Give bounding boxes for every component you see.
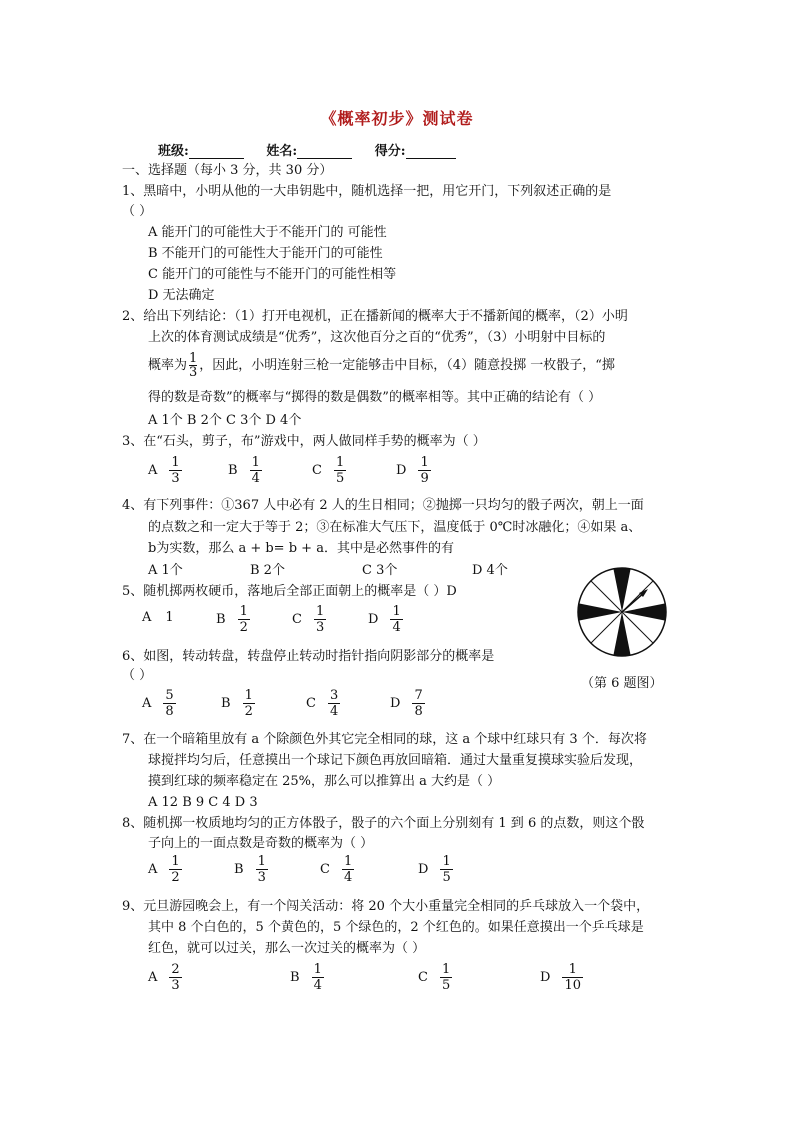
q1-option-d: D 无法确定	[148, 288, 215, 303]
q9-option-a-letter: A	[148, 970, 158, 985]
q9-option-b-letter: B	[290, 970, 300, 985]
q3-text-line1: 3、在“石头，剪子，布”游戏中，两人做同样手势的概率为（ ）	[122, 434, 486, 449]
q4-option-a: A 1个	[148, 563, 183, 578]
q6-option-a-den: 8	[165, 704, 174, 719]
q9-option-a-num: 2	[171, 962, 180, 977]
q3-option-b-letter: B	[228, 463, 238, 478]
q8-option-b-num: 1	[257, 854, 266, 869]
q3-option-c-den: 5	[335, 471, 345, 486]
q3-option-b-num: 1	[251, 455, 260, 470]
q6-option-c-den: 4	[329, 704, 339, 719]
q5-option-c-den: 3	[315, 620, 325, 635]
name-label: 姓名:	[266, 144, 298, 159]
q7-text-line3: 摸到红球的频率稳定在 25%，那么可以推算出 a 大约是（ ）	[148, 774, 501, 789]
q9-option-b-num: 1	[313, 962, 322, 977]
score-blank[interactable]	[406, 146, 456, 159]
q8-option-c-den: 4	[343, 870, 353, 885]
name-blank[interactable]	[297, 146, 352, 159]
q3-option-b-den: 4	[251, 471, 260, 486]
q2-fraction-numerator: 1	[189, 351, 198, 366]
q4-option-b: B 2个	[250, 563, 285, 578]
q7-text-line2: 球搅拌均匀后，任意摸出一个球记下颜色再放回暗箱．通过大量重复摸球实验后发现，	[148, 753, 643, 768]
q3-option-c-num: 1	[335, 455, 345, 470]
q1-option-c: C 能开门的可能性与不能开门的可能性相等	[148, 267, 397, 282]
q1-text-line2: （ ）	[122, 204, 153, 219]
q4-text-line1: 4、有下列事件：①367 人中必有 2 人的生日相同；②抛掷一只均匀的骰子两次，朝上一面	[122, 498, 644, 513]
q8-option-b-den: 3	[257, 870, 266, 885]
q8-option-a-num: 1	[171, 854, 180, 869]
q2-fraction-denominator: 3	[189, 365, 198, 380]
q3-option-d-num: 1	[420, 455, 429, 470]
q3-option-d-letter: D	[396, 463, 407, 478]
q2-text-line3	[148, 352, 615, 379]
q3-option-c-letter: C	[312, 463, 322, 478]
section-heading: 一、选择题（每小 3 分，共 30 分）	[122, 163, 333, 178]
q7-text-line1: 7、在一个暗箱里放有 a 个除颜色外其它完全相同的球，这 a 个球中红球只有 3 个．每次将	[122, 732, 647, 747]
score-label: 得分:	[374, 144, 406, 159]
spinner-figure	[575, 565, 669, 659]
q7-options: A 12 B 9 C 4 D 3	[148, 795, 258, 810]
q9-option-d-den: 10	[564, 978, 581, 993]
q5-option-b-num: 1	[239, 604, 248, 619]
q2-text-line4: 得的数是奇数”的概率与“掷得的数是偶数”的概率相等。其中正确的结论有（ ）	[148, 390, 602, 405]
q5-option-a-letter: A	[142, 610, 152, 625]
q6-options	[142, 688, 462, 724]
q9-option-d-num: 1	[568, 962, 577, 977]
q9-text-line1: 9、元旦游园晚会上，有一个闯关活动：将 20 个大小重量完全相同的乒乓球放入一个袋中，	[122, 899, 650, 914]
q8-text-line1: 8、随机掷一枚质地均匀的正方体骰子，骰子的六个面上分别刻有 1 到 6 的点数，则这个骰	[122, 816, 645, 831]
q4-option-c: C 3个	[362, 563, 398, 578]
q3-option-a-den: 3	[171, 471, 180, 486]
q2-options: A 1个 B 2个 C 3个 D 4个	[148, 413, 302, 428]
q2-line3-end: ，因此，小明连射三枪一定能够击中目标，（4）随意投掷 一枚骰子，“掷	[199, 357, 615, 373]
q8-option-a-letter: A	[148, 862, 158, 877]
q6-option-b-letter: B	[221, 696, 231, 711]
class-blank[interactable]	[189, 146, 244, 159]
q5-option-d-num: 1	[392, 604, 401, 619]
q9-options	[148, 962, 588, 998]
class-label: 班级:	[158, 144, 189, 159]
q8-text-line2: 子向上的一面点数是奇数的概率为（ ）	[148, 836, 374, 851]
q9-option-a-den: 3	[171, 978, 180, 993]
q4-text-line3: b为实数，那么 a + b= b + a．其中是必然事件的有	[148, 541, 454, 556]
q5-option-b-den: 2	[239, 620, 248, 635]
q9-option-c-den: 5	[441, 978, 451, 993]
q2-fraction	[189, 352, 197, 379]
q8-option-a-den: 2	[171, 870, 180, 885]
q5-option-c-num: 1	[315, 604, 325, 619]
q8-option-b-letter: B	[234, 862, 244, 877]
page-title: 《概率初步》测试卷	[320, 109, 474, 128]
q2-line3-start: 概率为	[148, 357, 188, 373]
q4-option-d: D 4个	[472, 563, 508, 578]
q3-options	[148, 455, 608, 491]
q1-option-b: B 不能开门的可能性大于能开门的可能性	[148, 246, 383, 261]
q1-text-line1: 1、黑暗中，小明从他的一大串钥匙中，随机选择一把，用它开门，下列叙述正确的是	[122, 184, 612, 199]
q3-option-d-den: 9	[420, 471, 429, 486]
q5-option-d-letter: D	[368, 612, 379, 627]
figure-caption: （第 6 题图）	[581, 676, 663, 691]
q6-option-c-letter: C	[306, 696, 316, 711]
q6-option-b-den: 2	[244, 704, 253, 719]
q9-option-c-num: 1	[441, 962, 451, 977]
q9-option-d-letter: D	[540, 970, 551, 985]
q6-option-b-num: 1	[244, 688, 253, 703]
q6-option-d-letter: D	[390, 696, 401, 711]
q2-text-line1: 2、给出下列结论：（1）打开电视机，正在播新闻的概率大于不播新闻的概率，（2）小明	[122, 309, 628, 324]
q8-options	[148, 854, 468, 890]
q6-option-d-num: 7	[414, 688, 423, 703]
q1-option-a: A 能开门的可能性大于不能开门的 可能性	[148, 225, 387, 240]
q8-option-c-num: 1	[343, 854, 353, 869]
q6-option-a-num: 5	[165, 688, 174, 703]
q5-options	[142, 604, 442, 640]
q2-text-line2: 上次的体育测试成绩是“优秀”，这次他百分之百的“优秀”，（3）小明射中目标的	[148, 330, 606, 345]
q9-text-line2: 其中 8 个白色的，5 个黄色的，5 个绿色的，2 个红色的。如果任意摸出一个乒乓球是	[148, 920, 644, 935]
q5-text-line1: 5、随机掷两枚硬币，落地后全部正面朝上的概率是（ ）D	[122, 584, 457, 599]
q6-text-line1: 6、如图，转动转盘，转盘停止转动时指针指向阴影部分的概率是	[122, 649, 495, 664]
q5-option-b-letter: B	[216, 612, 226, 627]
student-info-row	[158, 140, 474, 159]
q3-option-a-letter: A	[148, 463, 158, 478]
q5-option-a-value: 1	[165, 610, 174, 625]
q6-option-c-num: 3	[329, 688, 339, 703]
q5-option-c-letter: C	[292, 612, 302, 627]
q9-option-b-den: 4	[313, 978, 322, 993]
q6-option-d-den: 8	[414, 704, 423, 719]
q6-option-a-letter: A	[142, 696, 152, 711]
q3-option-a-num: 1	[171, 455, 180, 470]
q9-option-c-letter: C	[418, 970, 428, 985]
q8-option-d-letter: D	[418, 862, 429, 877]
q8-option-c-letter: C	[320, 862, 330, 877]
q8-option-d-num: 1	[442, 854, 451, 869]
q9-text-line3: 红色，就可以过关，那么一次过关的概率为（ ）	[148, 941, 426, 956]
q8-option-d-den: 5	[442, 870, 451, 885]
q5-option-d-den: 4	[392, 620, 401, 635]
q6-text-line2: （ ）	[122, 668, 153, 683]
q4-text-line2: 的点数之和一定大于等于 2；③在标准大气压下，温度低于 0℃时冰融化；④如果 a、	[148, 520, 642, 535]
